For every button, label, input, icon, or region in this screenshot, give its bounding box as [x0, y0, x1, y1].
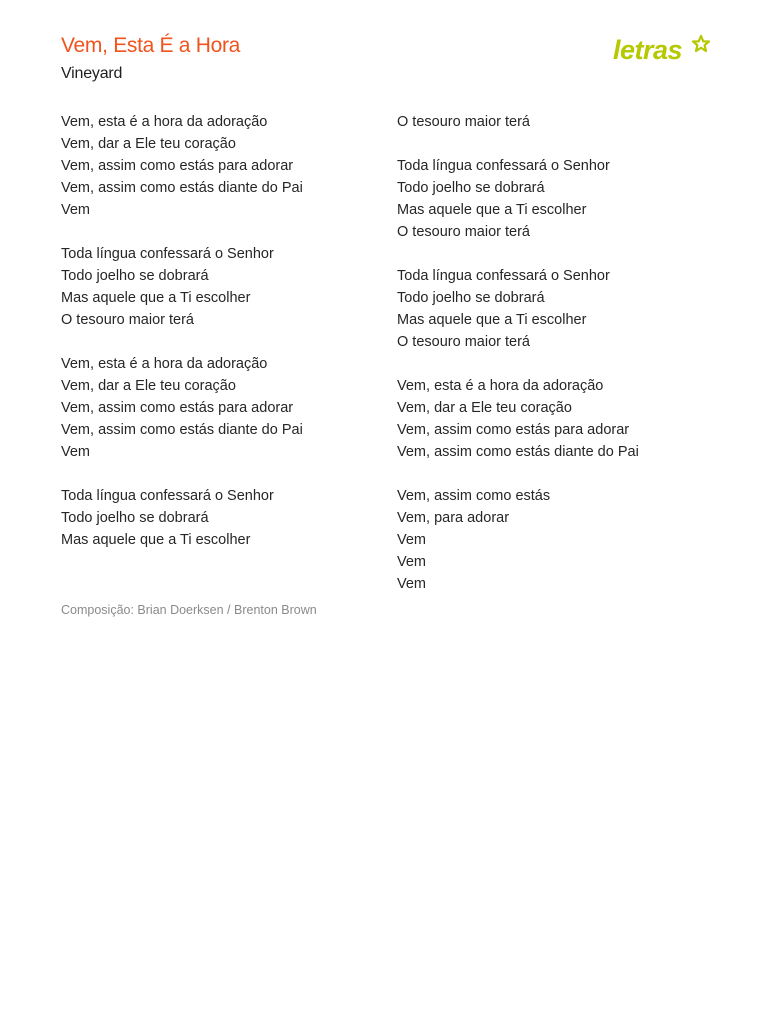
lyric-line: Mas aquele que a Ti escolher — [61, 532, 251, 548]
lyric-line: Vem — [397, 576, 427, 592]
lyric-line: Toda língua confessará o Senhor — [61, 488, 274, 504]
lyric-line: Vem — [61, 444, 91, 460]
song-title: Vem, Esta É a Hora — [61, 34, 241, 57]
lyric-line: Vem, dar a Ele teu coração — [61, 378, 236, 394]
stanza — [397, 111, 727, 133]
artist-name: Vineyard — [61, 65, 123, 82]
lyric-line: Vem — [397, 532, 427, 548]
lyric-line: O tesouro maior terá — [61, 312, 194, 328]
lyric-line: Vem, esta é a hora da adoração — [61, 356, 268, 372]
lyric-line: Vem, dar a Ele teu coração — [61, 136, 236, 152]
lyric-line: Vem, para adorar — [397, 510, 510, 526]
lyric-line: Toda língua confessará o Senhor — [397, 268, 610, 284]
lyric-line: Mas aquele que a Ti escolher — [397, 202, 587, 218]
lyric-line: Todo joelho se dobrará — [61, 268, 209, 284]
composer-credits: Composição: Brian Doerksen / Brenton Brown — [61, 603, 317, 617]
lyric-line: Vem — [61, 202, 91, 218]
stanza — [61, 485, 391, 551]
lyric-line: Todo joelho se dobrará — [61, 510, 209, 526]
lyric-line: Vem, esta é a hora da adoração — [61, 114, 268, 130]
stanza — [397, 375, 727, 463]
star-icon — [693, 36, 709, 51]
lyric-line: Vem, assim como estás — [397, 488, 551, 504]
stanza — [397, 485, 727, 595]
stanza — [61, 111, 391, 221]
lyric-line: Mas aquele que a Ti escolher — [61, 290, 251, 306]
lyric-line: Toda língua confessará o Senhor — [397, 158, 610, 174]
lyric-line: Vem, assim como estás diante do Pai — [397, 444, 639, 460]
lyric-line: Vem, assim como estás para adorar — [397, 422, 630, 438]
lyric-line: Mas aquele que a Ti escolher — [397, 312, 587, 328]
lyrics-column-right — [397, 111, 727, 617]
stanza — [61, 243, 391, 331]
lyric-line: Vem, dar a Ele teu coração — [397, 400, 572, 416]
lyrics-column-left — [61, 111, 391, 573]
lyric-line: Vem, assim como estás para adorar — [61, 400, 294, 416]
lyric-line: O tesouro maior terá — [397, 224, 530, 240]
lyric-line: O tesouro maior terá — [397, 334, 530, 350]
stanza — [61, 353, 391, 463]
lyric-line: O tesouro maior terá — [397, 114, 530, 130]
lyric-line: Vem, assim como estás para adorar — [61, 158, 294, 174]
lyric-line: Todo joelho se dobrará — [397, 290, 545, 306]
lyric-line: Vem, assim como estás diante do Pai — [61, 422, 303, 438]
stanza — [397, 265, 727, 353]
stanza — [397, 155, 727, 243]
lyric-line: Vem — [397, 554, 427, 570]
letras-logo — [612, 32, 712, 70]
lyric-line: Vem, assim como estás diante do Pai — [61, 180, 303, 196]
lyric-line: Vem, esta é a hora da adoração — [397, 378, 604, 394]
lyric-line: Toda língua confessará o Senhor — [61, 246, 274, 262]
lyric-line: Todo joelho se dobrará — [397, 180, 545, 196]
logo-wordmark: letras — [613, 35, 683, 65]
